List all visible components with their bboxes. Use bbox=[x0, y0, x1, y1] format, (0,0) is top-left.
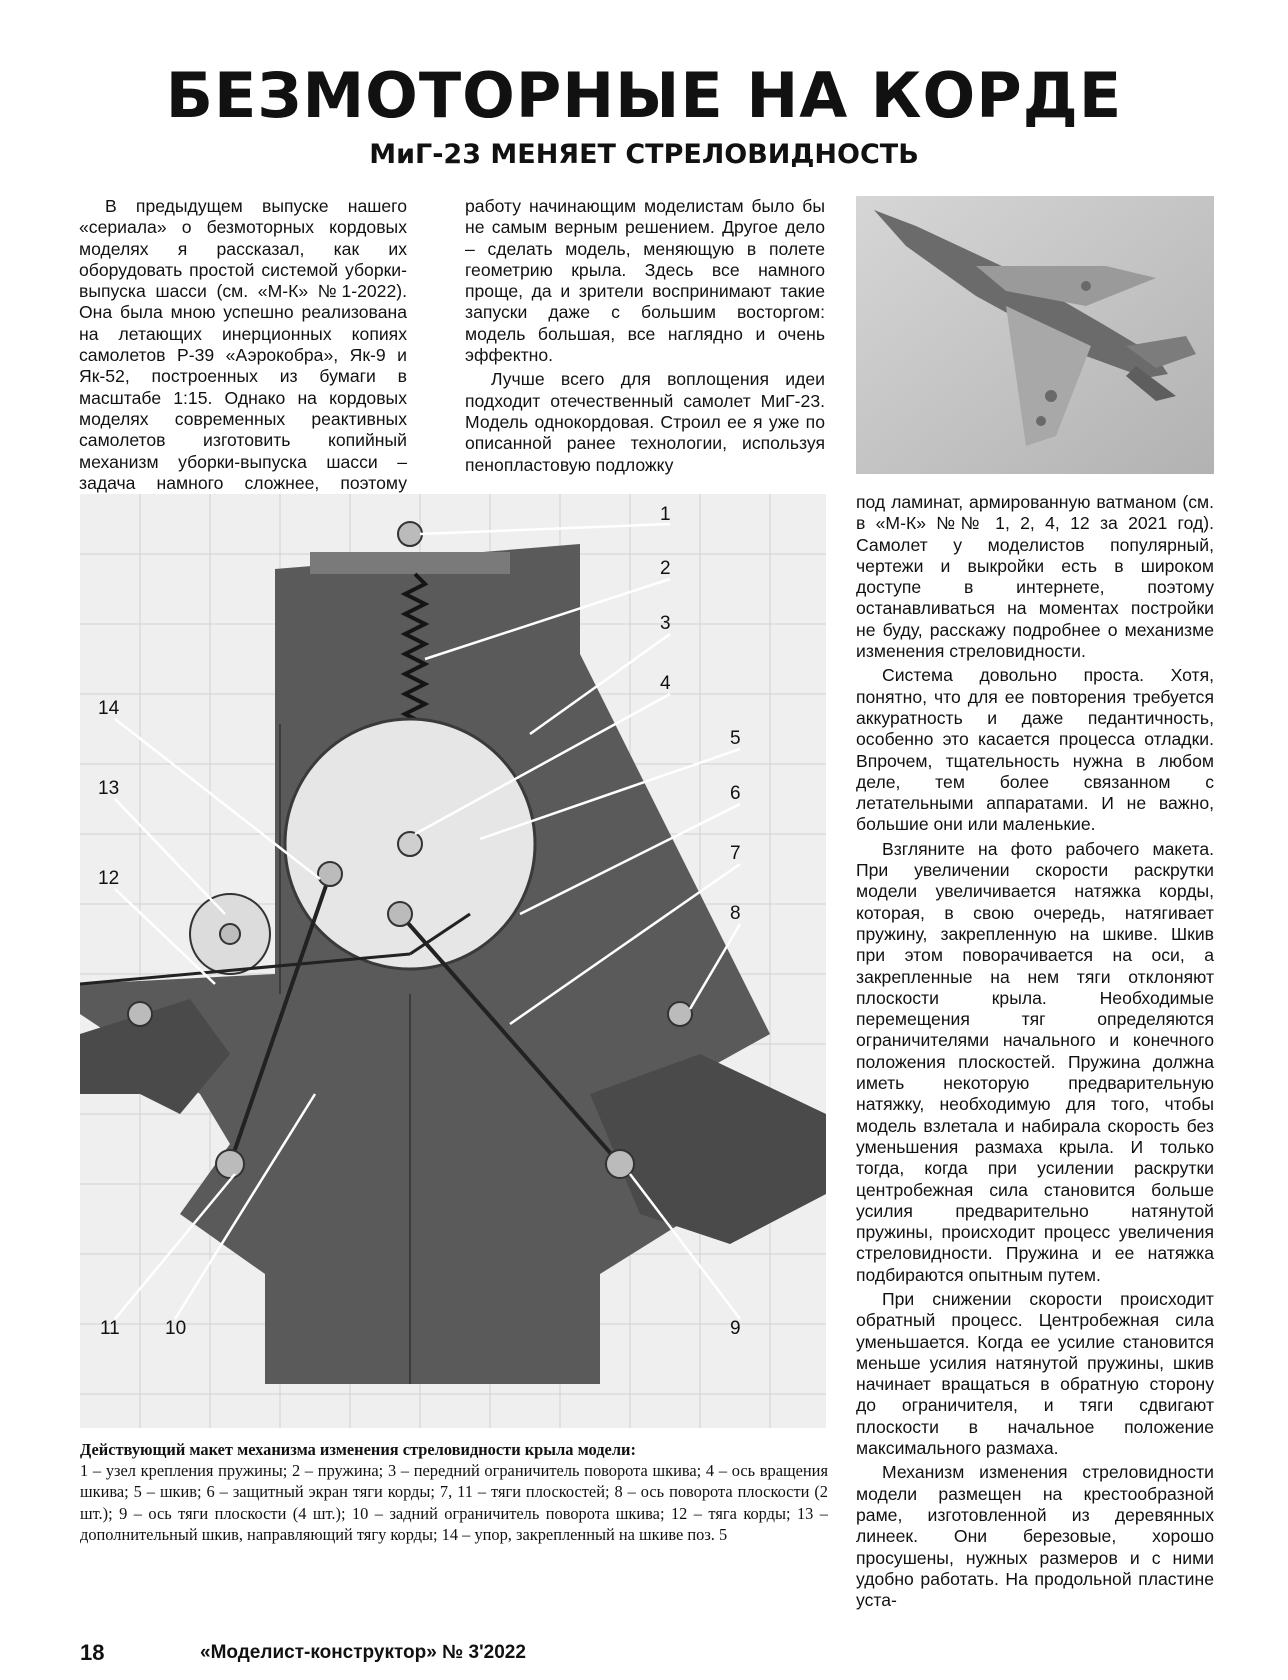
figure-caption bbox=[80, 1439, 828, 1545]
paragraph: работу начинающим моделистам было бы не самым верным решением. Другое дело – сделать модель, меняющую в полете геометрию крыла. Здесь все намного проще, да и зрители воспринимают такие запуски даже с большим восторгом: модель большая, все наглядно и очень эффектно. bbox=[465, 196, 825, 366]
caption-title: Действующий макет механизма изменения стреловидности крыла модели: bbox=[80, 1440, 636, 1459]
article-subtitle: МиГ-23 МЕНЯЕТ СТРЕЛОВИДНОСТЬ bbox=[369, 139, 919, 170]
text-column-1 bbox=[79, 196, 407, 515]
page-number: 18 bbox=[80, 1640, 105, 1665]
text-column-2 bbox=[465, 196, 825, 476]
paragraph: В предыдущем выпуске нашего «сериала» о безмоторных кордовых моделях я рассказал, как их оборудовать простой системой уборки-выпуска шасси (см. «М-К» №1-2022). Она была мною успешно реализована на летающих инерционных копиях самолетов Р-39 «Аэрокобра», Як-9 и Як-52, построенных из бумаги в масштабе 1:15. Однако на кордовых моделях современных реактивных самолетов изготовить копийный механизм уборки-выпуска шасси – задача намного сложнее, поэтому bbox=[79, 196, 407, 493]
paragraph: При снижении скорости происходит обратный процесс. Центробежная сила уменьшается. Когда ее усилие становится меньше усилия натянутой пружины, шкив начинает вращаться в обратную сторону до ограничителя, и тяги сдвигают плоскости в начальное положение максимального размаха. bbox=[856, 1288, 1214, 1459]
callout-label: 12 bbox=[98, 868, 120, 889]
callout-label: 7 bbox=[730, 843, 741, 864]
callout-label: 2 bbox=[660, 558, 671, 579]
callout-label: 6 bbox=[730, 783, 741, 804]
callout-label: 13 bbox=[98, 778, 120, 799]
callout-label: 4 bbox=[660, 673, 671, 694]
paragraph: Механизм изменения стреловидности модели размещен на крестообразной раме, изготовленной из деревянных линеек. Они березовые, хорошо просушены, нужных размеров и с ними удобно работать. На продольной пластине уста- bbox=[856, 1462, 1214, 1611]
callout-label: 5 bbox=[730, 728, 741, 749]
callout-label: 10 bbox=[165, 1318, 187, 1339]
callout-label: 11 bbox=[100, 1318, 120, 1339]
magazine-footer: «Моделист-конструктор» № 3'2022 bbox=[200, 1642, 526, 1663]
mechanism-photo bbox=[80, 494, 826, 1428]
text-column-3 bbox=[856, 492, 1214, 1611]
paragraph: Взгляните на фото рабочего макета. При увеличении скорости раскрутки модели увеличивается натяжка корды, которая, в свою очередь, натягивает пружину, закрепленную на шкиве. Шкив при этом поворачивается на оси, а закрепленные на нем тяги отклоняют плоскости крыла. Необходимые перемещения тяг определяются ограничителями начального и конечного положения плоскостей. Пружина должна иметь некоторую предварительную натяжку, необходимую для того, чтобы модель взлетала и набирала скорость без уменьшения размаха крыла. И только тогда, когда при усилении раскрутки центробежная сила становится больше усилия предварительно натянутой пружины, происходит процесс увеличения стреловидности. Пружина и ее натяжка подбираются опытным путем. bbox=[856, 838, 1214, 1285]
callout-label: 1 bbox=[660, 504, 671, 525]
callout-label: 8 bbox=[730, 903, 741, 924]
paragraph: под ламинат, армированную ватманом (см. в «М-К» №№ 1, 2, 4, 12 за 2021 год). Самолет у моделистов популярный, чертежи и выкройки есть в широком доступе в интернете, поэтому останавливаться на моментах постройки не буду, расскажу подробнее о механизме изменения стреловидности. bbox=[856, 492, 1214, 662]
paragraph: Система довольно проста. Хотя, понятно, что для ее повторения требуется аккуратность и даже педантичность, особенно это касается процесса отладки. Впрочем, тщательность нужна в любом деле, тем более связанном с летательными аппаратами. И не важно, большие они или маленькие. bbox=[856, 665, 1214, 835]
article-title: БЕЗМОТОРНЫЕ НА КОРДЕ bbox=[165, 59, 1123, 132]
callout-label: 3 bbox=[660, 613, 671, 634]
caption-text: 1 – узел крепления пружины; 2 – пружина; 3 – передний ограничитель поворота шкива; 4 – ось вращения шкива; 5 – шкив; 6 – защитный экран тяги корды; 7, 11 – тяги плоскостей; 8 – ось поворота плоскости (2 шт.); 9 – ось тяги плоскости (4 шт.); 10 – задний ограничитель поворота шкива; 12 – тяга корды; 13 – дополнительный шкив, направляющий тягу корды; 14 – упор, закрепленный на шкиве поз. 5 bbox=[80, 1461, 828, 1544]
mig23-photo bbox=[856, 196, 1214, 474]
callout-label: 14 bbox=[98, 698, 120, 719]
paragraph: Лучше всего для воплощения идеи подходит отечественный самолет МиГ-23. Модель однокордовая. Строил ее я уже по описанной ранее технологии, используя пенопластовую подложку bbox=[465, 369, 825, 475]
callout-label: 9 bbox=[730, 1318, 741, 1339]
